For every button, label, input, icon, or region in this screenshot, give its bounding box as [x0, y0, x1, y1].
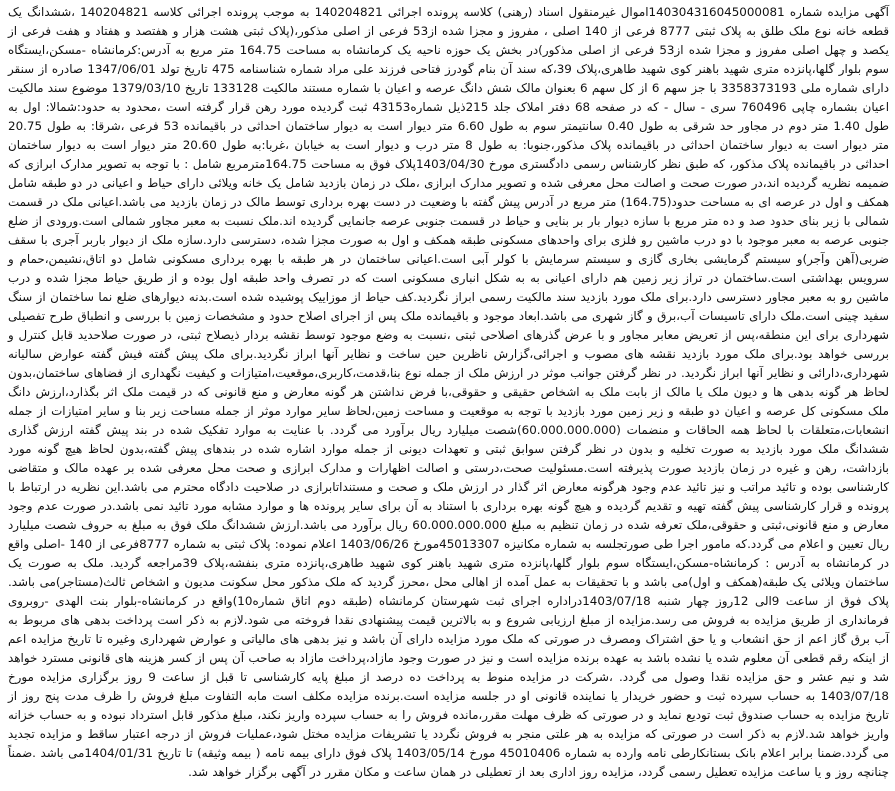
notice-body-text: آگهی مزایده شماره 140304316045000081اموال غیرمنقول اسناد (رهنی) کلاسه پرونده اجرائی 140204821 به موجب پرونده اجرائی کلاسه 140204821 ،ششدانگ یک قطعه خانه نوع ملک طلق به پلاک ثبتی 8777 فرعی از 140 اصلی ، مفروز و مجزا شده از53 فرعی از اصلی مذکور،(پلاک ثبتی هشت هزار و هفتصد و هفتاد و هفت فرعی از یکصد و چهل اصلی مفروز و مجزا شده از53 فرعی از اصلی مذکور)در بخش یک حوزه ناحیه یک کرمانشاه به مساحت 164.75 متر مربع به آدرس:کرمانشاه -مسکن،ایستگاه سوم بلوار گلها،پانزده متری شهید باهنر کوی شهید طاهری،پلاک 39،که سند آن بنام گودرز فتاحی فرزند علی مراد شماره شناسنامه 475 تاریخ تولد 1347/06/01 صادره از سنقر دارای شماره ملی 3358373193 با جز سهم 6 از کل سهم 6 بعنوان مالک شش دانگ عرصه و اعیان با شماره مستند مالکیت 133128 تاریخ 1379/03/10 موضوع سند مالکیت اعیان بشماره چاپی 760496 سری - سال - که در صفحه 68 دفتر املاک جلد 215ذیل شماره43153 ثبت گردیده مورد رهن قرار گرفته است ،محدود به حدود:شمالا: اول به طول 1.40 متر دوم در مجاور حد شرقی به طول 0.40 سانتیمتر سوم به طول 6.60 متر دیوار است به دیوار ساختمان احداثی در باقیمانده 53 فرعی ،شرقا: به طول 20.75 متر دیوار است به دیوار ساختمان احداثی در باقیمانده پلاک مذکور،جنوبا: به طول 8 متر درب و دیوار است به خیابان ،غربا:به طول 20.60 متر دیوار است به دیوار ساختمان احداثی در باقیمانده پلاک مذکور، که طبق نظر کارشناس رسمی دادگستری مورخ 1403/04/30پلاک فوق به مساحت 164.75مترمربع شامل : با توجه به تصویر مدارک ابرازی که ضمیمه نظریه گردیده اند،در صورت صحت و اصالت محل معرفی شده و تصویر مدارک ابرازی ،ملک در زمان بازدید شامل یک خانه ویلائی دارای حیاط و اعیانی در دو طبقه شامل همکف و اول در عرصه ای به مساحت حدود(164.75) متر مربع در آدرس پیش گفته با وضعیت در دست بهره برداری توسط مالک در زمان بازدید می باشد.اعیانی ملک در قسمت شمالی با زیر بنای حدود صد و ده متر مربع با سازه دیوار بار بر بنایی و حیاط در قسمت جنوبی عرصه جانمایی گردیده اند.ملک نسبت به معبر مجاور شمالی است.ورودی از ضلع جنوبی عرصه به معبر موجود با دو درب ماشین رو فلزی برای واحدهای مسکونی طبقه همکف و اول به صورت مجزا شده، دسترسی دارد.سازه ملک از دیوار باربر آجری با سقف ضربی(آهن وآجر)و سیستم گرمایشی بخاری گازی و سیستم سرمایش با کولر آبی است.اعیانی ساختمان در هر طبقه با بهره برداری مسکونی شامل دو اتاق،نشیمن،حمام و سرویس بهداشتی است.ساختمان در تراز زیر زمین هم دارای اعیانی به به شکل انباری مسکونی است که در تصرف واحد طبقه اول بوده و از طریق حیاط مجزا شده و درب ماشین رو به معبر مجاور دسترسی دارد.برای ملک مورد بازدید سند مالکیت رسمی ابراز نگردید.کف حیاط از موزاییک پوشیده شده است.بدنه دیوارهای ضلع نما ساختمان از سنگ سفید چینی است.ملک دارای تاسیسات آب،برق و گاز شهری می باشد.ابعاد موجود و باقیمانده ملک پس از اجرای اصلاح حدود و مشخصات زمین با بررسی و انطباق طرح تفصیلی شهرداری برای این منطقه،پس از تعریض معابر مجاور و با عرض گذرهای اصلاحی ثبتی ،نسبت به وضع موجود توسط نقشه بردار ذیصلاح ثبتی، در صورت صلاحدید قابل کنترل و بررسی خواهد بود.برای ملک مورد بازدید نقشه های مصوب و اجرائی،گزارش ناظرین حین ساخت و نظایر آنها ابراز نگردید.برای ملک پیش گفته فیش گفته عوارض سالیانه شهرداری،دارائی و نظایر آنها ابراز نگردید. در نظر گرفتن جوانب موثر در ارزش ملک از جمله نوع بنا،قدمت،کاربری،موقعیت،امتیازات و کیفیت نگهداری از فضاهای ساختمان،بدون لحاظ هر گونه بدهی ها و دیون ملک یا مالک از بابت ملک به اشخاص حقیقی و حقوقی،با فرض نداشتن هر گونه معارض و منع قانونی که در قیمت ملک اثر بگذارد،ارزش دانگ ملک مسکونی کل عرصه و اعیان دو طبقه و زیر زمین مورد بازدید با توجه به موقعیت و مساحت زمین،لحاظ سایر موارد موثر از جمله مساحت زیر بنا و سایر امتیازات از جمله انشعابات،متعلقات با لحاظ همه الحاقات و منضمات (60.000.000.000)شصت میلیارد ریال برآورد می گردد. با عنایت به موارد تفکیک شده در بند پیش گفته ارزش گذاری ششدانگ ملک مورد بازدید به صورت تخلیه و بدون در نظر گرفتن سوابق ثبتی و تعهدات دیونی از جمله موارد اشاره شده در بندهای پیش گفته،بدون لحاظ هیچ گونه مورد بازداشت، رهن و غیره در زمان بازدید صورت پذیرفته است.مسئولیت صحت،درستی و اصالت اظهارات و مدارک ابرازی و صحت محل معرفی شده بر عهده مالک و متقاضی کارشناسی بوده و تائید مراتب و نیز تائید عدم وجود هرگونه معارض اثر گذار در ارزش ملک و صحت و مستنداتابرازی در صلاحیت دادگاه محترم می باشد.این نظریه در ارتباط با پرونده و قرار کارشناسی پیش گفته تهیه و تقدیم گردیده و هیچ گونه بهره برداری با استناد به آن برای سایر پرونده ها و موارد مشابه مورد تائید نمی باشد.در صورت عدم وجود معارض و منع قانونی،ثبتی و حقوقی،ملک تعرفه شده در زمان تنظیم به مبلغ 60.000.000.000 ریال برآورد می باشد.ارزش ششدانگ ملک فوق به مبلغ به حروف شصت میلیارد ریال تعیین و اعلام می گردد.که مامور اجرا طی صورتجلسه به شماره مکانیزه 45013307مورخ 1403/06/26 اعلام نموده: پلاک ثبتی به شماره 8777فرعی از 140 -اصلی واقع در کرمانشاه به آدرس : کرمانشاه-مسکن،ایستگاه سوم بلوار گلها،پانزده متری شهید باهنر کوی شهید طاهری،پانزده متری بنفشه،پلاک 39مراجعه گردید. ملک به صورت یک ساختمان ویلائی یک طبقه(همکف و اول)می باشد و با تحقیقات به عمل آمده از اهالی محل ،محرز گردید که ملک مذکور محل سکونت مدیون و اشخاص ثالث(مستاجر)می باشد. پلاک فوق از ساعت 9الی 12روز چهار شنبه 1403/07/18دراداره اجرای ثبت شهرستان کرمانشاه (طبقه دوم اتاق شماره10)واقع در کرمانشاه-بلوار بنت الهدی -روبروی فرمانداری از طریق مزایده به فروش می رسد.مزایده از مبلغ ارزیابی شروع و به بالاترین قیمت پیشنهادی نقدا فروخته می شود.لازم به ذکر است پرداخت بدهی های مربوط به آب برق گاز اعم از حق انشعاب و یا حق اشتراک ومصرف در صورتی که ملک مورد مزایده دارای آن باشد و نیز بدهی های مالیاتی و عوارض شهرداری وغیره تا تاریخ مزایده اعم از اینکه رقم قطعی آن معلوم شده یا نشده باشد به عهده برنده مزایده است و نیز در صورت وجود مازاد،پرداخت مازاد به صاحب آن پس از کسر هزینه های قانونی مسترد خواهد شد و نیم عشر و حق مزایده نقدا وصول می گردد. ،شرکت در مزایده منوط به پرداخت ده درصد از مبلغ پایه کارشناسی تا قبل از ساعت 9 روز برگزاری مزایده مورخ 1403/07/18 به حساب سپرده ثبت و حضور خریدار یا نماینده قانونی او در جلسه مزایده است.برنده مزایده مکلف است مابه التفاوت مبلغ فروش را ظرف مدت پنج روز از تاریخ مزایده به حساب صندوق ثبت تودیع نماید و در صورتی که ظرف مهلت مقرر،مانده فروش را به حساب سپرده واریز نکند، مبلغ مذکور قابل استرداد نبوده و به حساب خزانه واریز خواهد شد.لازم به ذکر است در صورتی که مزایده به هر علتی منجر به فروش نگردد یا تشریفات مزایده مختل شود،عملیات فروش از درجه اعتبار ساقط و مزایده تجدید می گردد.ضمنا برابر اعلام بانک بستانکارطی نامه وارده به شماره 45010406 مورخ 1403/05/14 پلاک فوق دارای بیمه نامه ( بیمه وثیقه) تا تاریخ 1404/01/31می باشد .ضمناً چنانچه روز و یا ساعت مزایده تعطیل رسمی گردد، مزایده روز اداری بعد از تعطیلی در همان ساعت و مکان مقرر در آگهی برگزار خواهد شد. [8, 5, 890, 779]
